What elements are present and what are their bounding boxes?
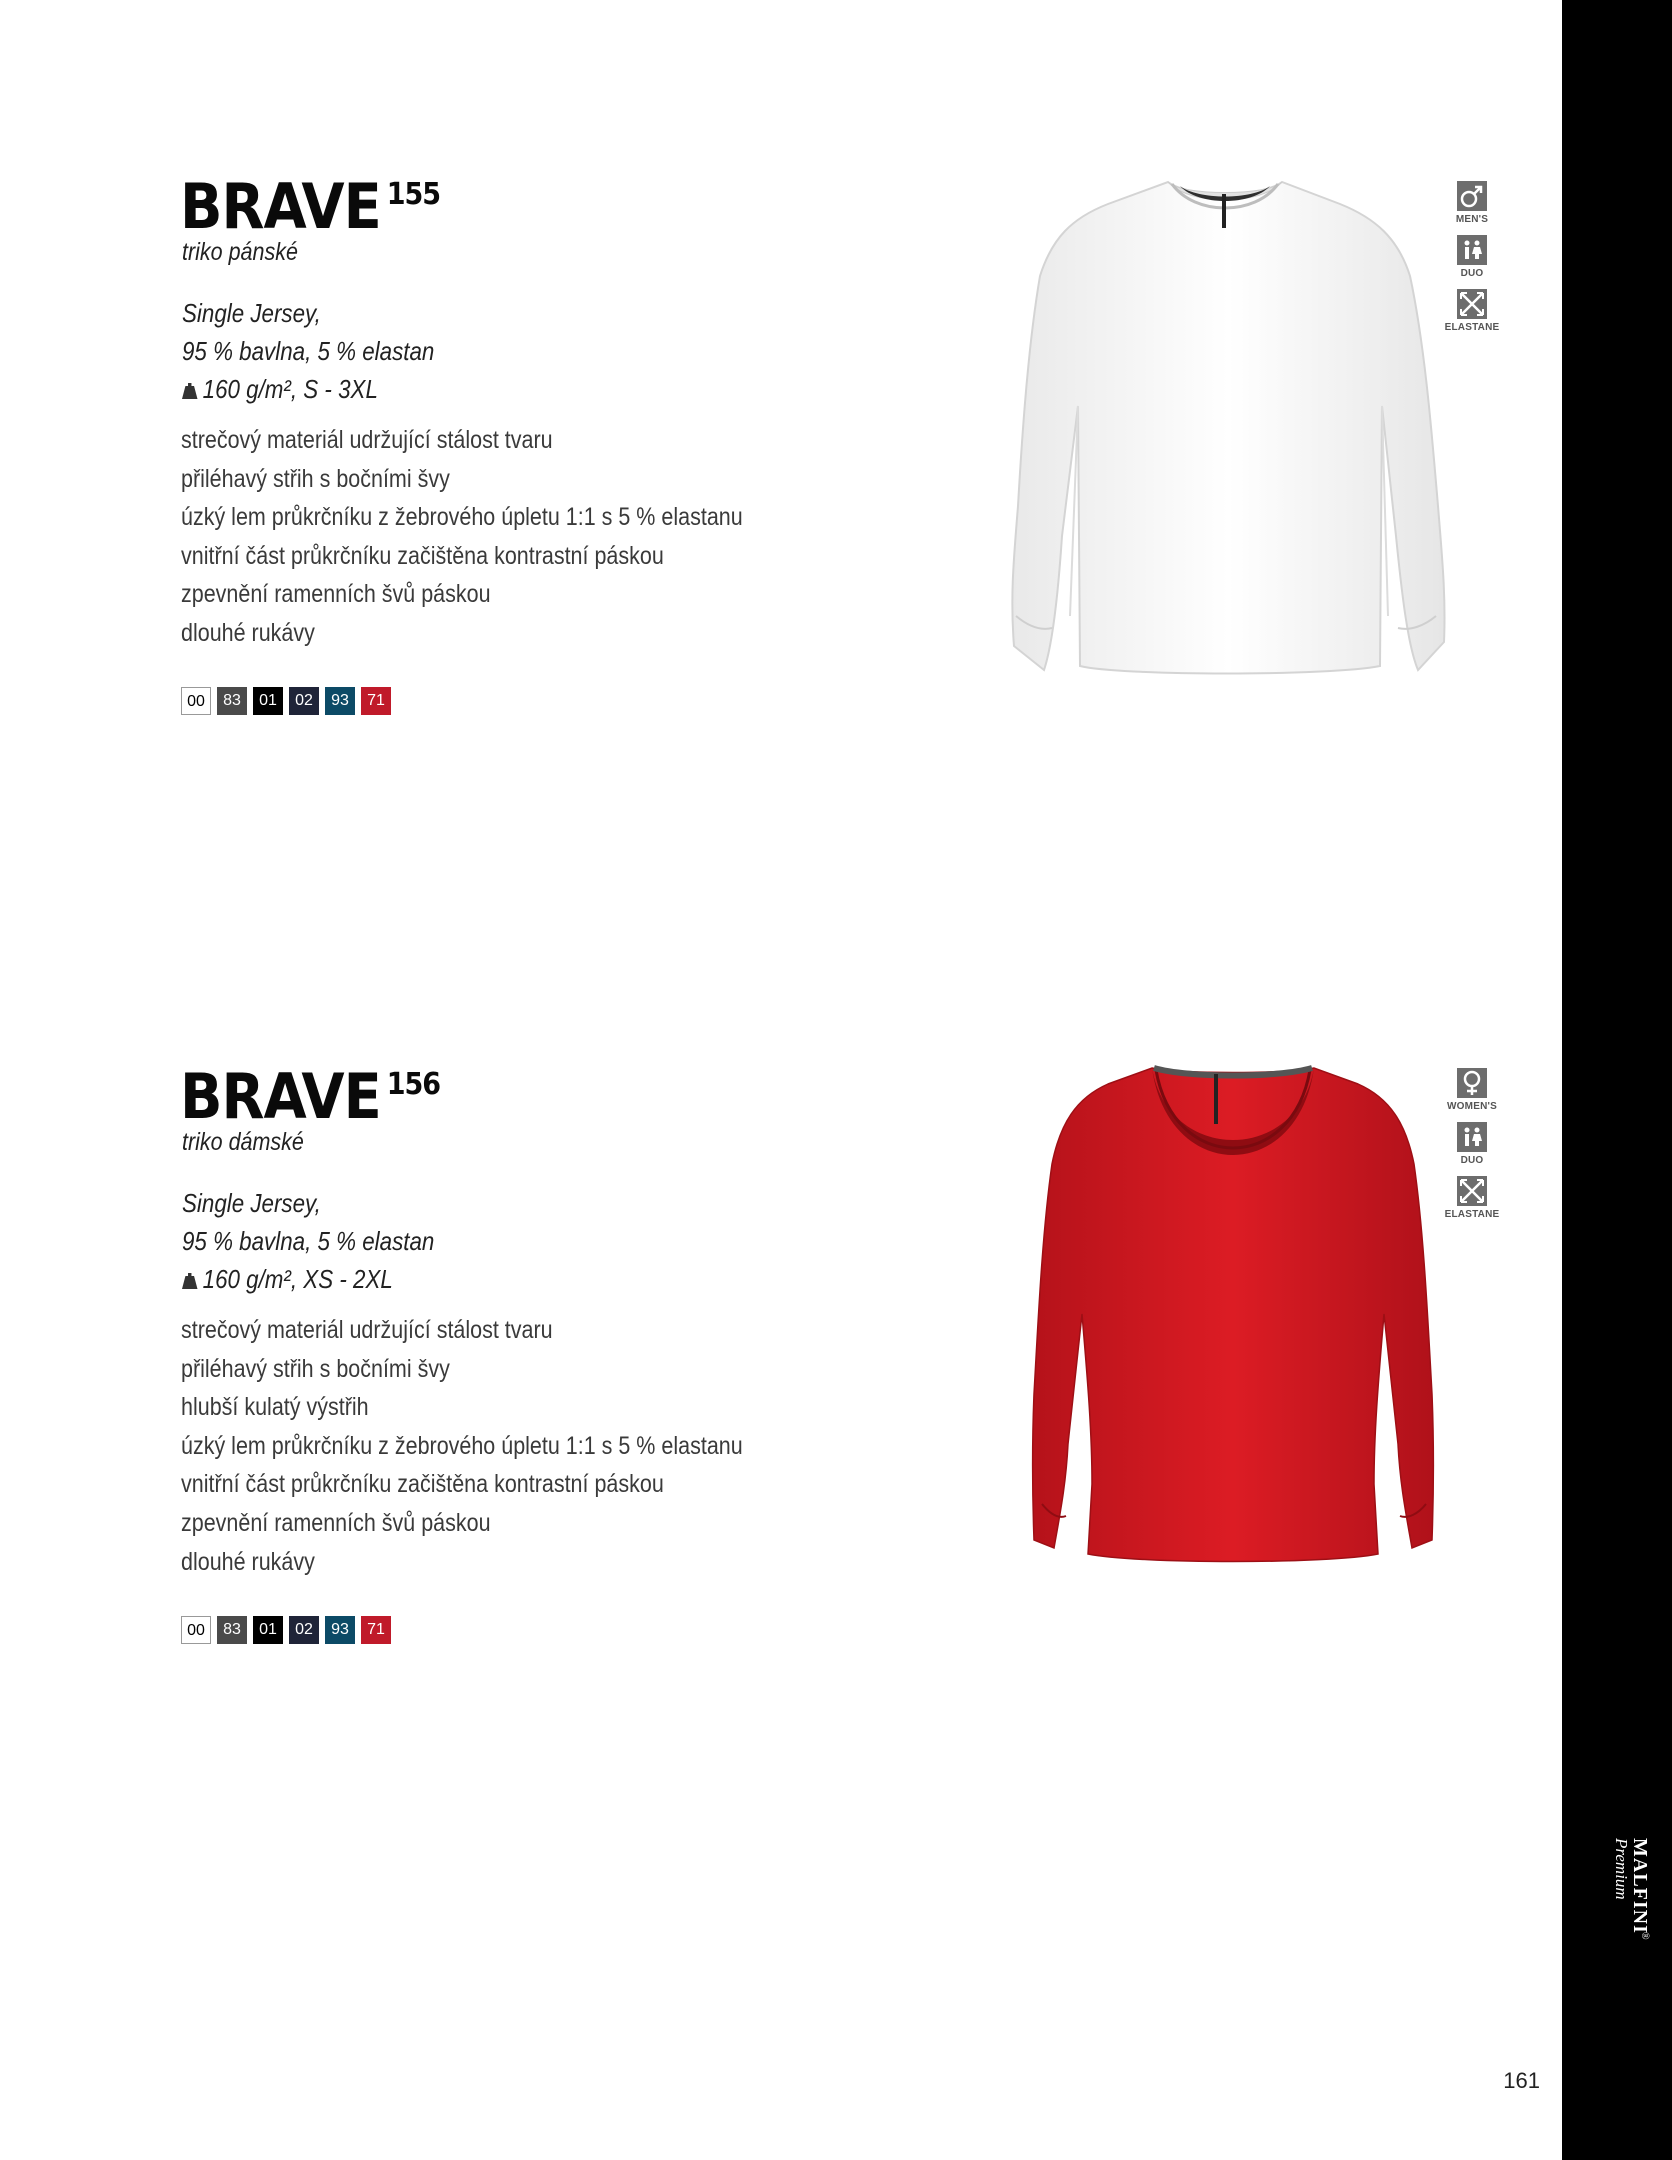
product-image-white-shirt bbox=[1000, 176, 1450, 676]
duo-icon bbox=[1457, 235, 1487, 265]
brand-name: MALFINI bbox=[1629, 1838, 1650, 1934]
product-code: 156 bbox=[386, 1067, 441, 1102]
badge-duo bbox=[1442, 1122, 1502, 1166]
feature-item: přiléhavý střih s bočními švy bbox=[181, 464, 450, 493]
color-swatch-00: 00 bbox=[181, 687, 211, 715]
feature-item: úzký lem průkrčníku z žebrového úpletu 1:1 s 5 % elastanu bbox=[181, 503, 743, 532]
product-subtitle: triko dámské bbox=[182, 1128, 304, 1156]
badge-label: DUO bbox=[1460, 268, 1484, 279]
elastane-icon bbox=[1457, 289, 1487, 319]
duo-icon bbox=[1457, 1122, 1487, 1152]
male-icon bbox=[1457, 181, 1487, 211]
color-swatch-71: 71 bbox=[361, 687, 391, 715]
feature-item: strečový materiál udržující stálost tvaru bbox=[181, 426, 553, 454]
composition-text: 95 % bavlna, 5 % elastan bbox=[182, 1226, 435, 1256]
brand-logo bbox=[1590, 1838, 1650, 2038]
color-swatch-93: 93 bbox=[325, 687, 355, 715]
fabric-text: Single Jersey, bbox=[182, 298, 321, 328]
product-title bbox=[180, 170, 441, 243]
product-code: 155 bbox=[386, 177, 441, 212]
spec-block bbox=[182, 1184, 475, 1298]
product-title bbox=[180, 1060, 441, 1133]
product-name: BRAVE bbox=[180, 170, 381, 243]
color-swatch-83: 83 bbox=[217, 1616, 247, 1644]
feature-list bbox=[181, 421, 834, 653]
product-name: BRAVE bbox=[180, 1060, 381, 1133]
fabric-text: Single Jersey, bbox=[182, 1188, 321, 1218]
feature-item: vnitřní část průkrčníku začištěna kontrastní páskou bbox=[181, 541, 664, 570]
weight-sizes-text: 160 g/m², XS - 2XL bbox=[202, 1264, 393, 1294]
feature-item: strečový materiál udržující stálost tvaru bbox=[181, 1316, 553, 1344]
badge-duo bbox=[1442, 235, 1502, 279]
badge-label: ELASTANE bbox=[1444, 322, 1500, 333]
brand-logo-mark bbox=[1590, 1838, 1650, 2038]
spec-block bbox=[182, 294, 475, 408]
badge-elastane bbox=[1442, 289, 1502, 333]
brand-tagline: Premium bbox=[1612, 1838, 1631, 1900]
feature-item: hlubší kulatý výstřih bbox=[181, 1393, 369, 1422]
page-number: 161 bbox=[1503, 2068, 1540, 2093]
color-swatch-01: 01 bbox=[253, 687, 283, 715]
weight-icon bbox=[182, 383, 197, 399]
weight-sizes-text: 160 g/m², S - 3XL bbox=[202, 374, 378, 404]
feature-item: přiléhavý střih s bočními švy bbox=[181, 1354, 450, 1383]
color-swatch-93: 93 bbox=[325, 1616, 355, 1644]
feature-item: dlouhé rukávy bbox=[181, 1547, 315, 1576]
color-swatches bbox=[181, 1616, 391, 1644]
badge-column bbox=[1442, 1068, 1502, 1230]
badge-gender bbox=[1442, 181, 1502, 225]
color-swatch-01: 01 bbox=[253, 1616, 283, 1644]
weight-icon bbox=[182, 1273, 197, 1289]
feature-list bbox=[181, 1311, 834, 1581]
badge-label: ELASTANE bbox=[1444, 1209, 1500, 1220]
feature-item: zpevnění ramenních švů páskou bbox=[181, 1508, 491, 1537]
badge-gender bbox=[1442, 1068, 1502, 1112]
badge-label: MEN'S bbox=[1455, 214, 1489, 225]
feature-item: dlouhé rukávy bbox=[181, 618, 315, 647]
badge-elastane bbox=[1442, 1176, 1502, 1220]
feature-item: zpevnění ramenních švů páskou bbox=[181, 580, 491, 609]
color-swatch-83: 83 bbox=[217, 687, 247, 715]
badge-label: DUO bbox=[1460, 1155, 1484, 1166]
color-swatch-02: 02 bbox=[289, 687, 319, 715]
sidebar-strip bbox=[1562, 0, 1672, 2160]
color-swatch-71: 71 bbox=[361, 1616, 391, 1644]
color-swatches bbox=[181, 687, 391, 715]
color-swatch-00: 00 bbox=[181, 1616, 211, 1644]
brand-registered: ® bbox=[1639, 1932, 1650, 1940]
weight-line bbox=[182, 370, 434, 408]
weight-line bbox=[182, 1260, 434, 1298]
female-icon bbox=[1457, 1068, 1487, 1098]
product-image-red-shirt bbox=[1028, 1064, 1438, 1564]
badge-column bbox=[1442, 181, 1502, 343]
feature-item: vnitřní část průkrčníku začištěna kontrastní páskou bbox=[181, 1470, 664, 1499]
elastane-icon bbox=[1457, 1176, 1487, 1206]
product-subtitle: triko pánské bbox=[182, 238, 298, 266]
color-swatch-02: 02 bbox=[289, 1616, 319, 1644]
composition-text: 95 % bavlna, 5 % elastan bbox=[182, 336, 435, 366]
feature-item: úzký lem průkrčníku z žebrového úpletu 1:1 s 5 % elastanu bbox=[181, 1431, 743, 1460]
badge-label: WOMEN'S bbox=[1447, 1101, 1497, 1112]
